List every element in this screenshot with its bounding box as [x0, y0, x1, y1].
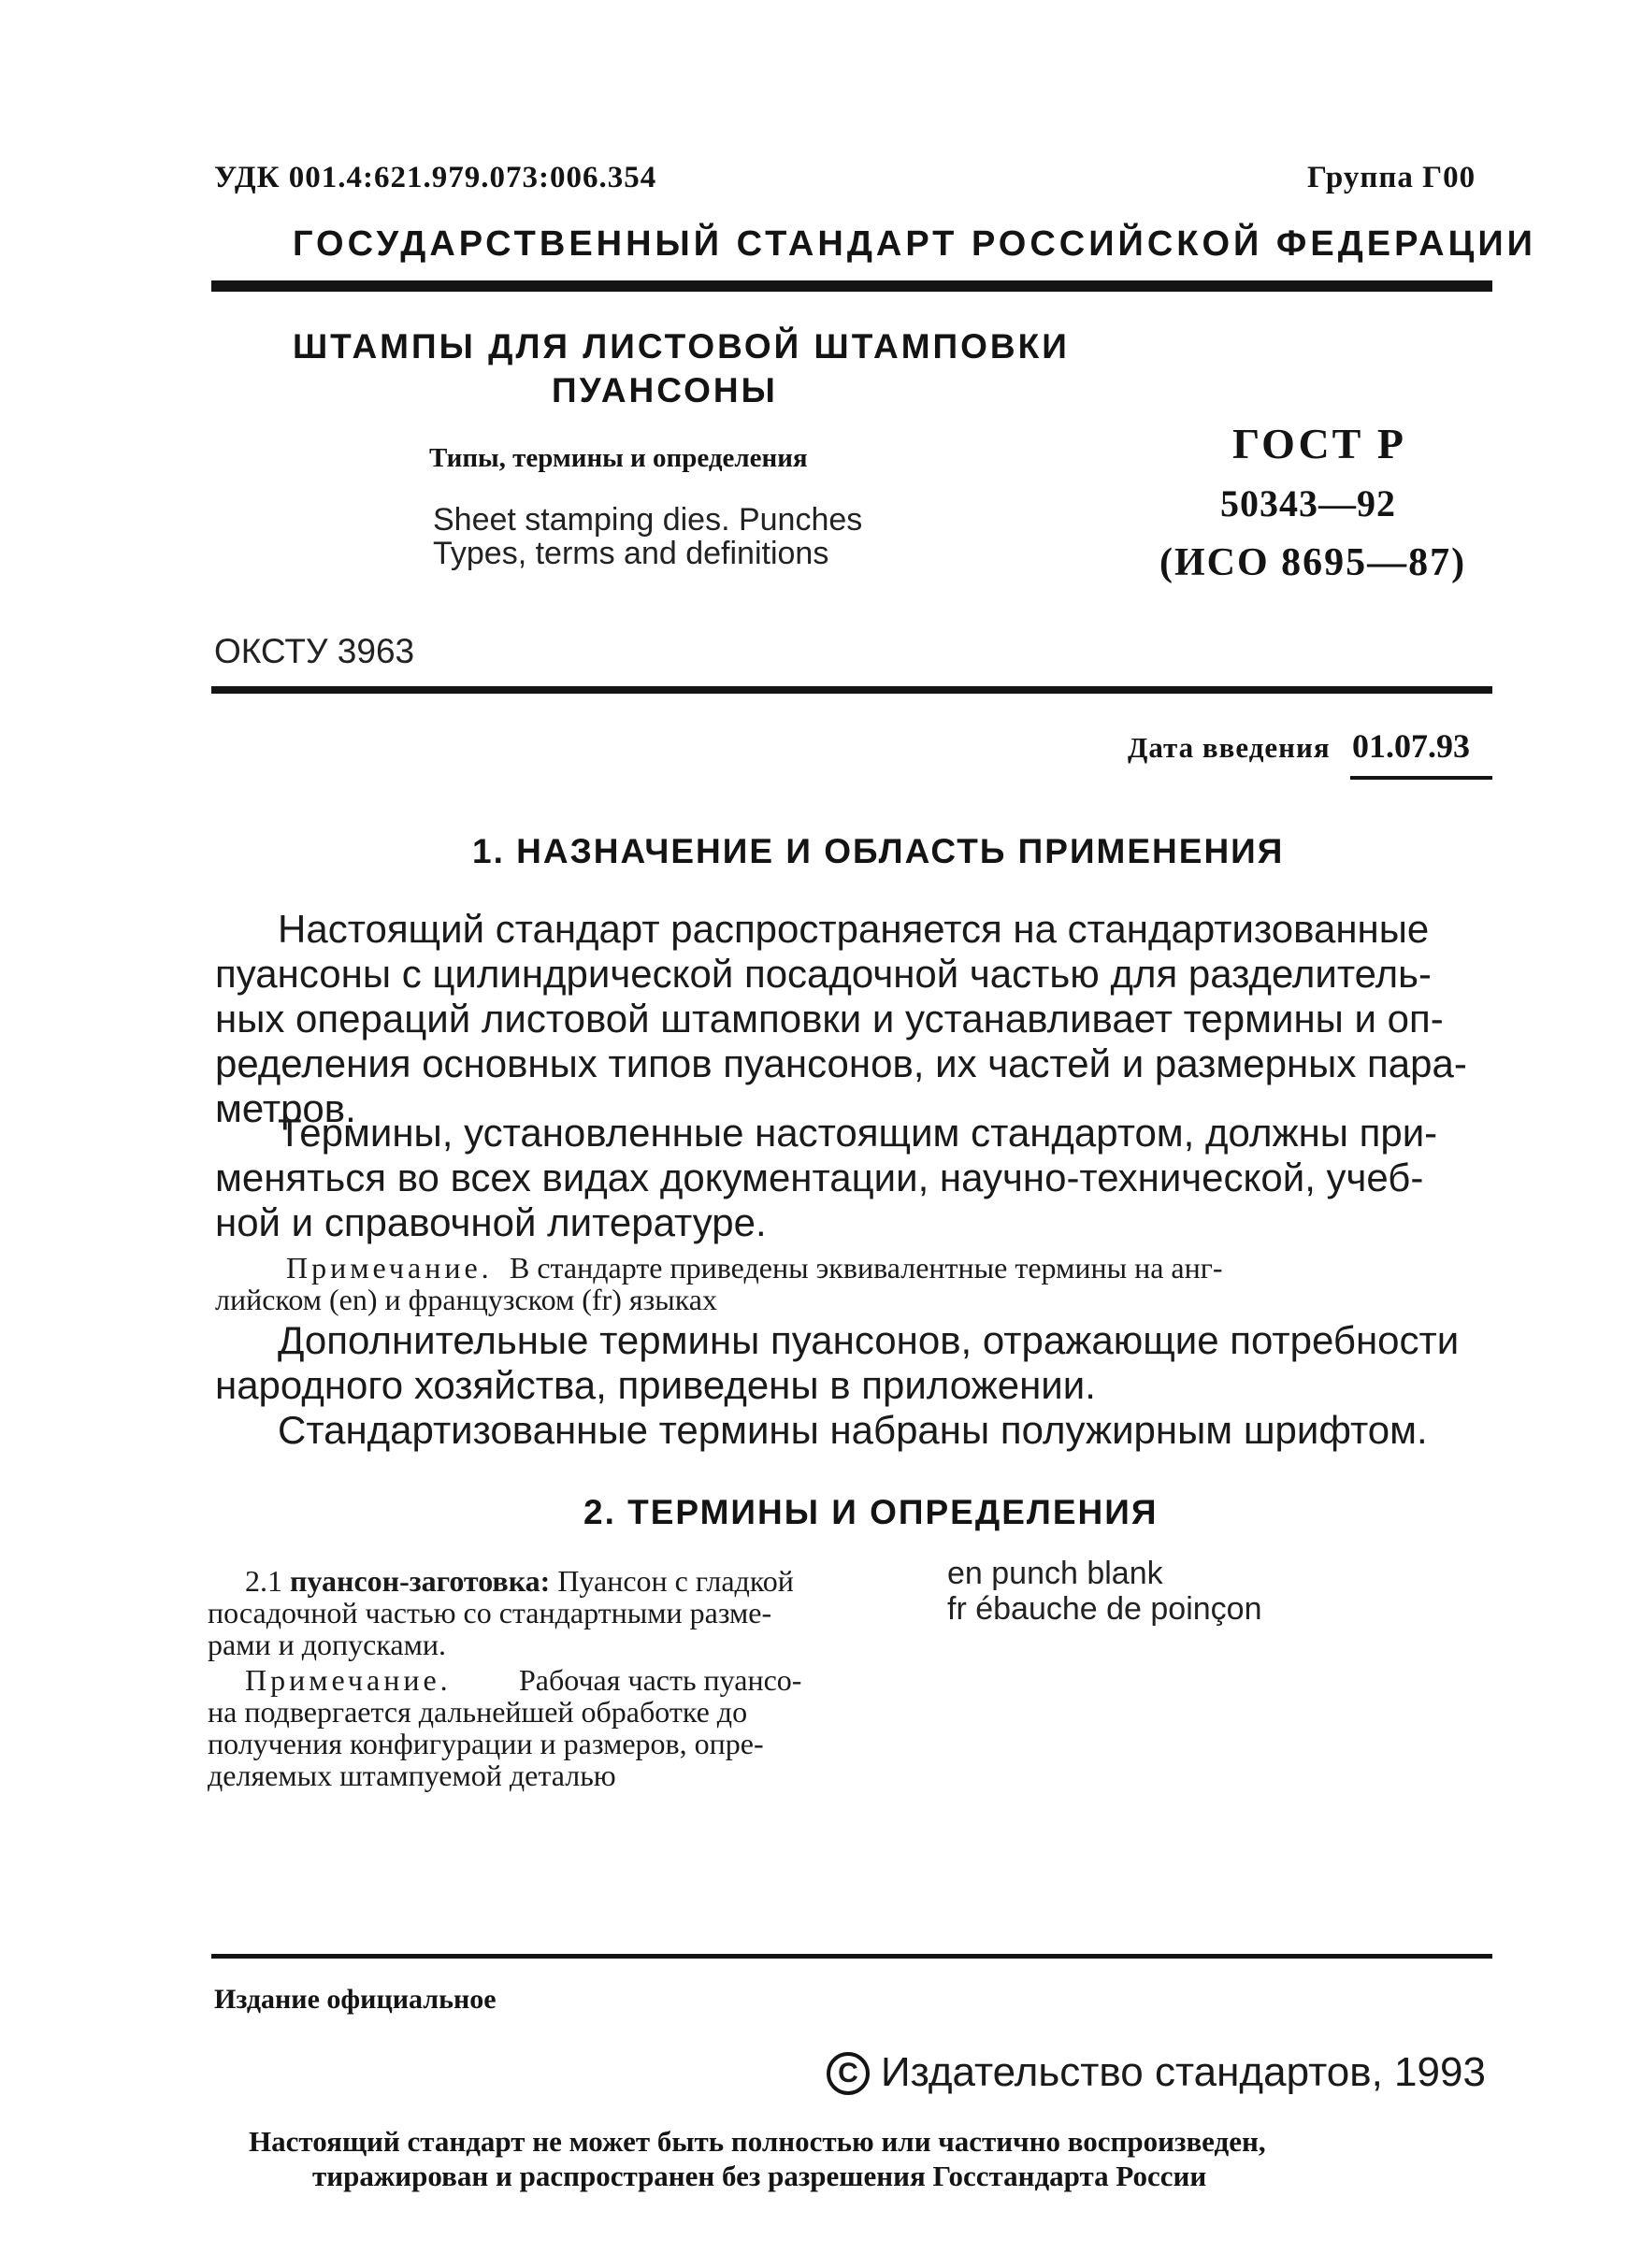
term-note-line: деляемых штампуемой деталью [208, 1758, 616, 1792]
section1-para1-line: пуансоны с цилиндрической посадочной частью для разделитель- [215, 952, 1432, 996]
document-subtitle: Типы, термины и определения [429, 443, 808, 473]
term-name: пуансон-заготовка: [290, 1564, 551, 1598]
copyright-line [827, 2049, 1486, 2096]
introduction-date-label: Дата введения [1128, 731, 1331, 764]
term-number: 2.1 [245, 1564, 282, 1598]
rights-notice-line2: тиражирован и распространен без разрешения Госстандарта России [312, 2160, 1207, 2192]
okstu-code: ОКСТУ 3963 [214, 632, 415, 670]
gost-number: 50343—92 [1220, 482, 1396, 524]
term-definition-line: посадочной частью со стандартными разме- [208, 1596, 772, 1629]
section1-para2-line: Термины, установленные настоящим стандартом, должны при- [278, 1111, 1438, 1155]
section1-heading: 1. НАЗНАЧЕНИЕ И ОБЛАСТЬ ПРИМЕНЕНИЯ [472, 832, 1285, 870]
term-definition-line: рами и допусками. [208, 1628, 446, 1661]
section1-note-label: Примечание. [286, 1251, 493, 1285]
section1-note-line: лийском (en) и французском (fr) языках [215, 1283, 717, 1316]
state-standard-heading: ГОСУДАРСТВЕННЫЙ СТАНДАРТ РОССИЙСКОЙ ФЕДЕРАЦИИ [293, 224, 1536, 264]
section1-para1-line: ных операций листовой штамповки и устанавливает термины и оп- [215, 997, 1444, 1041]
section1-para3-line: народного хозяйства, приведены в приложении. [215, 1363, 1096, 1407]
term-english-equivalent: en punch blank [947, 1556, 1163, 1591]
section1-para4: Стандартизованные термины набраны полужирным шрифтом. [278, 1408, 1428, 1452]
copyright-icon: С [827, 2052, 870, 2095]
section1-note-line: В стандарте приведены эквивалентные термины на анг- [510, 1251, 1223, 1285]
english-title-line2: Types, terms and definitions [433, 536, 829, 571]
term-note-label: Примечание. [245, 1663, 452, 1697]
footer-rule [211, 1954, 1492, 1959]
term-definition-line: Пуансон с гладкой [557, 1564, 794, 1598]
copyright-text: Издательство стандартов, 1993 [881, 2049, 1486, 2095]
document-title-line1: ШТАМПЫ ДЛЯ ЛИСТОВОЙ ШТАМПОВКИ [293, 327, 1070, 366]
section1-para2-line: меняться во всех видах документации, научно-технической, учеб- [215, 1156, 1424, 1199]
gost-label: ГОСТ Р [1232, 420, 1406, 467]
udk-code: УДК 001.4:621.979.073:006.354 [214, 161, 657, 194]
english-title-line1: Sheet stamping dies. Punches [433, 502, 863, 538]
term-note-line: Рабочая часть пуансо- [519, 1663, 802, 1697]
introduction-date-value: 01.07.93 [1352, 727, 1470, 765]
rights-notice-line1: Настоящий стандарт не может быть полностью или частично воспроизведен, [249, 2125, 1266, 2158]
section1-para1-line: ределения основных типов пуансонов, их частей и размерных пара- [215, 1041, 1467, 1085]
term-note-line: на подвергается дальнейшей обработке до [208, 1695, 748, 1729]
term-entry [245, 1564, 794, 1599]
group-code: Группа Г00 [1307, 161, 1476, 194]
title-rule [211, 686, 1492, 694]
header-rule [211, 280, 1492, 292]
date-underline [1350, 776, 1492, 780]
document-title-line2: ПУАНСОНЫ [552, 371, 778, 409]
term-french-equivalent: fr ébauche de poinçon [947, 1591, 1262, 1627]
iso-reference: (ИСО 8695—87) [1159, 541, 1467, 584]
section2-heading: 2. ТЕРМИНЫ И ОПРЕДЕЛЕНИЯ [583, 1493, 1159, 1531]
section1-para1-line: метров. [215, 1086, 356, 1130]
section1-para1-line: Настоящий стандарт распространяется на стандартизованные [278, 907, 1430, 951]
edition-label: Издание официальное [214, 1984, 497, 2015]
term-note-line: получения конфигурации и размеров, опре- [208, 1727, 764, 1760]
section1-para3-line: Дополнительные термины пуансонов, отражающие потребности [278, 1318, 1460, 1362]
section1-para2-line: ной и справочной литературе. [215, 1200, 767, 1244]
